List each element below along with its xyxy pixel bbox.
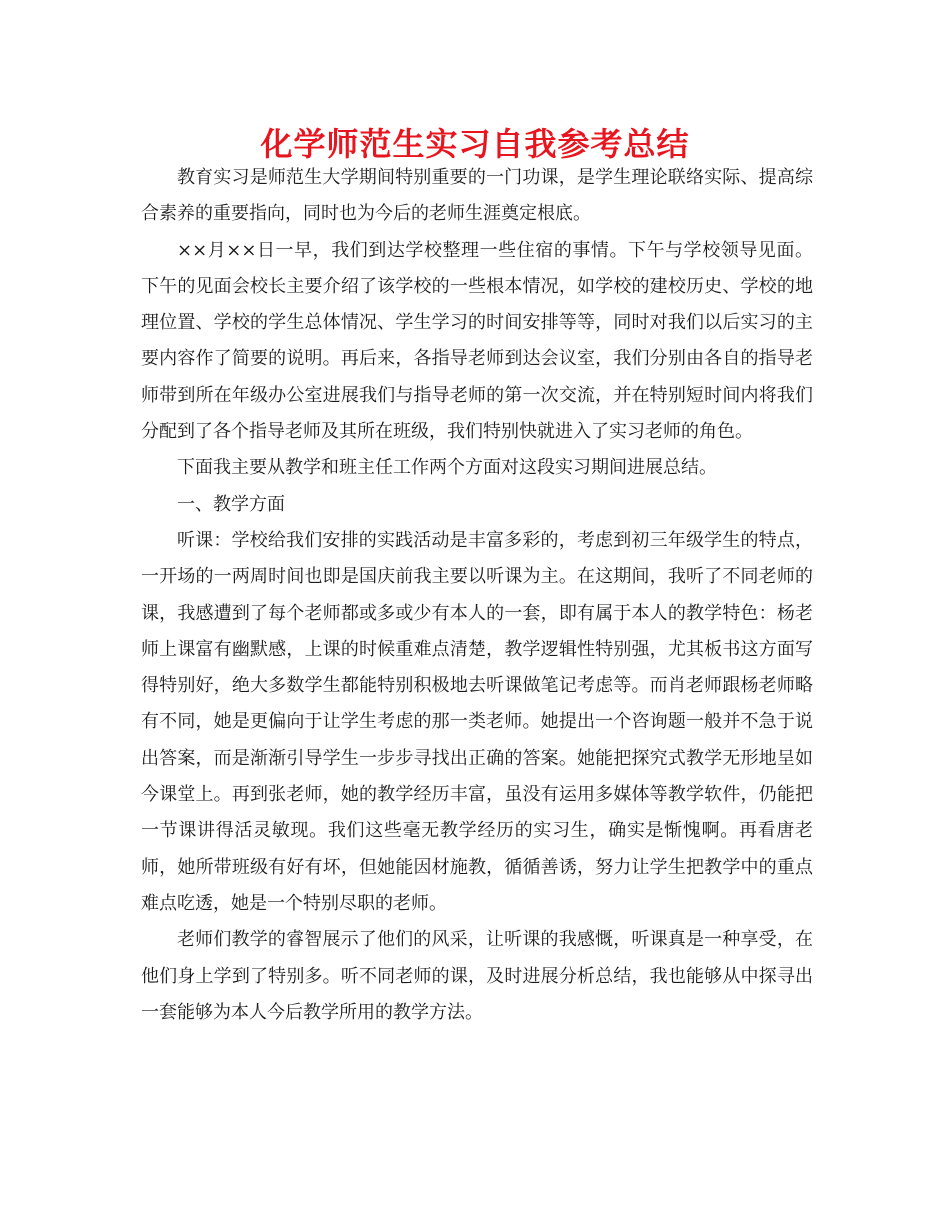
paragraph-overview: 下面我主要从教学和班主任工作两个方面对这段实习期间进展总结。	[177, 457, 717, 479]
document-body	[141, 160, 813, 1031]
document-title: 化学师范生实习自我参考总结	[260, 125, 690, 163]
paragraph-intro: 教育实习是师范生大学期间特别重要的一门功课，是学生理论联络实际、提高综合素养的重要指向，同时也为今后的老师生涯奠定根底。	[141, 167, 813, 225]
paragraph-reflection: 老师们教学的睿智展示了他们的风采，让听课的我感慨，听课真是一种享受，在他们身上学到了特别多。听不同老师的课，及时进展分析总结，我也能够从中探寻出一套能够为本人今后教学所用的教学方法。	[141, 929, 813, 1023]
paragraph-observation: 听课：学校给我们安排的实践活动是丰富多彩的，考虑到初三年级学生的特点，一开场的一两周时间也即是国庆前我主要以听课为主。在这期间，我听了不同老师的课，我感遭到了每个老师都或多或少有本人的一套，即有属于本人的教学特色：杨老师上课富有幽默感，上课的时候重难点清楚，教学逻辑性特别强，尤其板书这方面写得特别好，绝大多数学生都能特别积极地去听课做笔记考虑等。而肖老师跟杨老师略有不同，她是更偏向于让学生考虑的那一类老师。她提出一个咨询题一般并不急于说出答案，而是渐渐引导学生一步步寻找出正确的答案。她能把探究式教学无形地呈如今课堂上。再到张老师，她的教学经历丰富，虽没有运用多媒体等教学软件，仍能把一节课讲得活灵敏现。我们这些毫无教学经历的实习生，确实是惭愧啊。再看唐老师，她所带班级有好有坏，但她能因材施教，循循善诱，努力让学生把教学中的重点难点吃透，她是一个特别尽职的老师。	[141, 529, 813, 914]
section-heading-teaching: 一、教学方面	[177, 493, 285, 515]
paragraph-arrival: ××月××日一早，我们到达学校整理一些住宿的事情。下午与学校领导见面。下午的见面会校长主要介绍了该学校的一些根本情况，如学校的建校历史、学校的地理位置、学校的学生总体情况、学生学习的时间安排等等，同时对我们以后实习的主要内容作了简要的说明。再后来，各指导老师到达会议室，我们分别由各自的指导老师带到所在年级办公室进展我们与指导老师的第一次交流，并在特别短时间内将我们分配到了各个指导老师及其所在班级，我们特别快就进入了实习老师的角色。	[141, 239, 813, 443]
